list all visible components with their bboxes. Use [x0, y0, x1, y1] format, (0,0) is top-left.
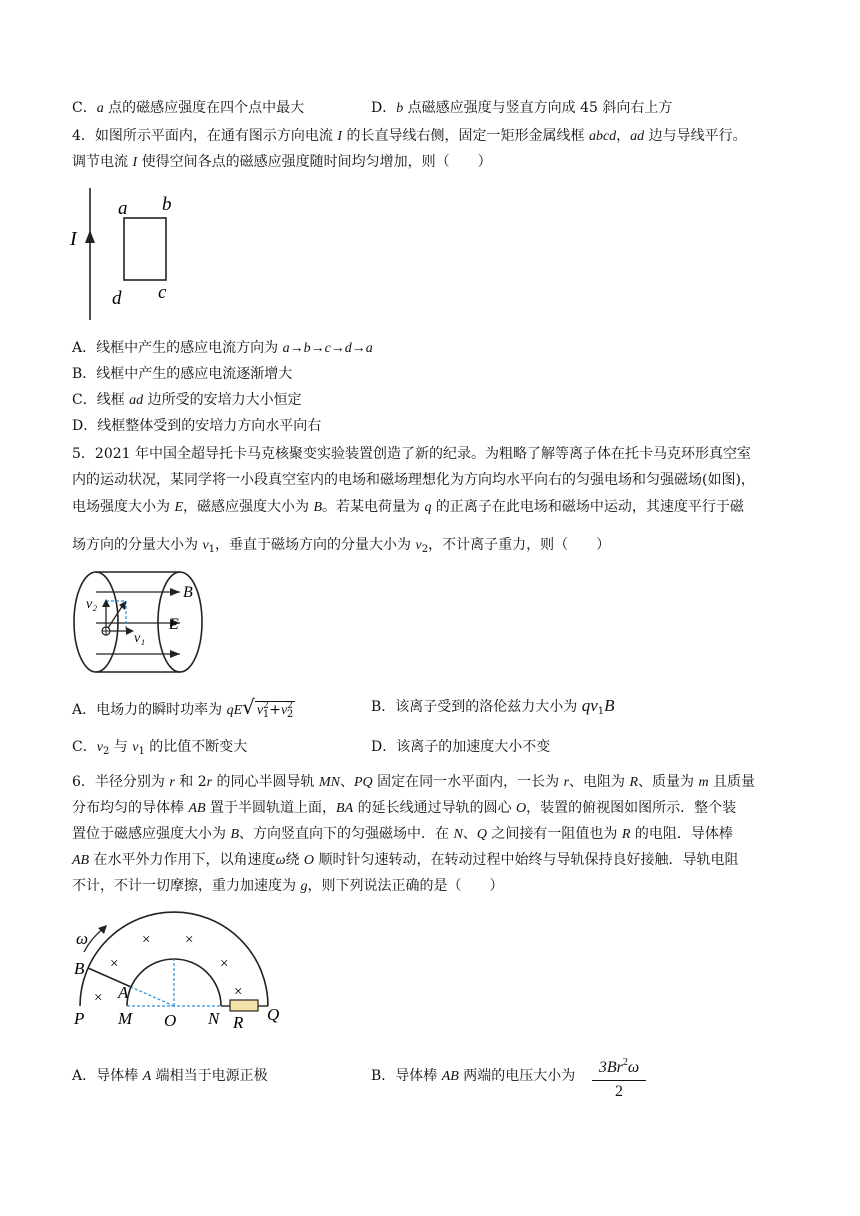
field-cross: ×: [142, 932, 151, 948]
q4-figure: [60, 180, 200, 325]
text: 电场强度大小为: [72, 499, 175, 515]
label-O: O: [164, 1011, 177, 1030]
option-text: 端相当于电源正极: [151, 1068, 268, 1084]
label-M: M: [118, 1009, 133, 1028]
subscript: 2: [421, 544, 429, 555]
option-text: 两端的电压大小为: [458, 1068, 576, 1084]
q5-stem-line-2: 内的运动状况，某同学将一小段真空室内的电场和磁场理想化为方向均水平向右的匀强电场和匀强磁场(如图)，: [72, 472, 755, 488]
field-cross: ×: [110, 956, 119, 972]
subscript: 2: [286, 709, 294, 720]
text: ，磁感应强度大小为: [183, 499, 314, 515]
variable: q: [581, 696, 591, 715]
text: 置位于磁感应强度大小为: [72, 826, 231, 842]
q4-stem-line-1: [72, 126, 747, 147]
field-cross: ×: [185, 932, 194, 948]
text: 不计，不计一切摩擦，重力加速度为: [72, 878, 301, 894]
variable: v: [280, 703, 288, 718]
variable: PQ: [353, 775, 373, 790]
fraction-denominator: 2: [615, 1083, 623, 1100]
variable: Q: [476, 827, 487, 842]
arrow: [170, 650, 180, 658]
variable: v: [96, 740, 103, 755]
text: 顺时针匀速转动，在转动过程中始终与导轨保持良好接触．导轨电阻: [314, 852, 739, 868]
label-Q: Q: [267, 1005, 280, 1024]
label-R: R: [233, 1013, 244, 1032]
q4-option-c: [72, 390, 302, 411]
text: ，垂直于磁场方向的分量大小为: [215, 537, 416, 553]
option-text: A．电场力的瞬时功率为: [72, 702, 227, 718]
option-text: B．该离子受到的洛伦兹力大小为: [371, 699, 582, 715]
field-cross: ×: [94, 990, 103, 1006]
variable: AB: [441, 1069, 459, 1084]
current-arrow: [85, 230, 95, 243]
text: 固定在同一水平面内，一长为: [372, 774, 564, 790]
variable: R: [621, 827, 631, 842]
resistor: [230, 1000, 258, 1011]
text: ，装置的俯视图如图所示．整个装: [526, 800, 737, 816]
text: 的延长线通过导轨的圆心: [353, 800, 517, 816]
velocity-arrow: [106, 605, 123, 631]
text: 的正离子在此电场和磁场中运动，其速度平行于磁: [431, 499, 744, 515]
q5-option-b: [371, 694, 615, 724]
label-c: c: [158, 282, 167, 303]
text: 且质量: [708, 774, 756, 790]
text: 6．半径分别为: [72, 774, 170, 790]
text: ，: [616, 128, 631, 144]
variable: I: [337, 129, 343, 144]
text: ，则下列说法正确的是（ ）: [307, 878, 504, 894]
q3-option-c: [72, 98, 304, 119]
variable: b: [396, 101, 404, 116]
variable: I: [132, 155, 138, 170]
text: 的同心半圆导轨: [212, 774, 319, 790]
arrow: [170, 588, 180, 596]
q6-stem-line-4: [72, 850, 738, 871]
q5-option-a: [72, 694, 295, 727]
variable: abcd: [588, 129, 617, 144]
variable: g: [300, 879, 308, 894]
variable: BA: [336, 801, 354, 816]
subscript: 1: [138, 746, 145, 757]
field-cross: ×: [220, 956, 229, 972]
arrow: [126, 627, 134, 635]
variable: B: [230, 827, 240, 842]
q4-option-d: D．线框整体受到的安培力方向水平向右: [72, 418, 322, 434]
subscript: 1: [597, 706, 605, 717]
q4-option-b: B．线框中产生的感应电流逐渐增大: [72, 366, 293, 382]
variable: r: [206, 775, 213, 790]
label-P: P: [74, 1009, 85, 1028]
q5-figure: [70, 570, 210, 680]
tube-right-end: [158, 572, 202, 672]
text: 、电阻为: [569, 774, 630, 790]
text: 。若某电荷量为: [322, 499, 425, 515]
variable: AB: [72, 853, 90, 868]
field-cross: ×: [234, 984, 243, 1000]
text: 和 2: [174, 774, 207, 790]
variable: q: [424, 500, 432, 515]
option-text: A．导体棒: [72, 1068, 143, 1084]
q6-option-b-fraction: [592, 1052, 646, 1103]
option-text: A．线框中产生的感应电流方向为: [72, 340, 283, 356]
text: 分布均匀的导体棒: [72, 800, 189, 816]
label-v2: v₂: [86, 597, 98, 612]
q6-stem-line-1: [72, 772, 755, 793]
variable: m: [698, 775, 709, 790]
subscript: 1: [262, 709, 270, 720]
text: ，不计离子重力，则（ ）: [428, 537, 611, 553]
q6-stem-line-2: [72, 798, 736, 819]
option-text: 的比值不断变大: [144, 739, 248, 755]
label-B: B: [74, 959, 85, 978]
superscript: 2: [287, 701, 293, 711]
arrow: [102, 599, 110, 607]
q5-option-d: D．该离子的加速度大小不变: [371, 739, 551, 755]
option-text: 点的磁感应强度在四个点中最大: [103, 100, 305, 116]
label-a: a: [118, 198, 128, 219]
option-label: C．: [72, 739, 97, 755]
q5-option-c: [72, 737, 247, 762]
q6-stem-line-3: [72, 824, 733, 845]
numerator-text: 3Br: [598, 1059, 623, 1076]
variable: v: [590, 696, 598, 715]
variable: ω: [275, 853, 286, 868]
option-text: C．线框: [72, 392, 130, 408]
variable: A: [142, 1069, 152, 1084]
omega: ω: [627, 1059, 640, 1076]
variable: ad: [129, 393, 144, 408]
text: 、: [462, 826, 477, 842]
variable: B: [604, 696, 615, 715]
dashed-radius: [131, 987, 174, 1006]
subscript: 1: [208, 544, 216, 555]
variable: r: [169, 775, 175, 790]
label-b: b: [162, 194, 172, 215]
q5-stem-line-3: [72, 497, 744, 518]
sqrt-sign: √: [242, 695, 255, 719]
label-I: I: [70, 228, 77, 250]
q6-option-a: [72, 1066, 268, 1087]
label-omega: ω: [76, 929, 89, 948]
variable: E: [174, 500, 184, 515]
text: 绕: [285, 852, 304, 868]
q5-stem-line-4: [72, 535, 610, 560]
variable: N: [453, 827, 463, 842]
variable: v: [415, 538, 422, 553]
label-N: N: [208, 1009, 220, 1028]
sqrt-body: $v^2_1+v^2_2$: [256, 701, 294, 720]
text: 、: [339, 774, 354, 790]
text: 置于半圆轨道上面，: [205, 800, 337, 816]
option-text: 边所受的安培力大小恒定: [143, 392, 302, 408]
label-A: A: [118, 983, 129, 1002]
variable: O: [516, 801, 527, 816]
text: 之间接有一阻值也为: [486, 826, 622, 842]
variable: v: [202, 538, 209, 553]
superscript: 2: [263, 701, 269, 711]
label-E: E: [169, 616, 179, 633]
text: 4．如图所示平面内，在通有图示方向电流: [72, 128, 338, 144]
text: 边与导线平行。: [644, 128, 747, 144]
q6-figure: [70, 910, 290, 1032]
superscript: 2: [622, 1057, 628, 1068]
text: 、质量为: [638, 774, 699, 790]
variable: v: [132, 740, 139, 755]
text: 与: [109, 739, 133, 755]
subscript: 2: [102, 746, 110, 757]
option-label: D．: [371, 100, 397, 116]
option-text: B．导体棒: [371, 1068, 442, 1084]
q6-option-b: [371, 1066, 575, 1087]
variable: a: [96, 101, 104, 116]
text: 的电阻．导体棒: [630, 826, 733, 842]
variable: qE: [226, 703, 243, 718]
q6-stem-line-5: [72, 876, 503, 897]
variable: v: [256, 703, 264, 718]
label-v1: v₁: [134, 631, 146, 646]
text: 在水平外力作用下，以角速度: [89, 852, 276, 868]
wire-frame: [124, 218, 166, 280]
option-label: C．: [72, 100, 97, 116]
text: 的长直导线右侧，固定一矩形金属线框: [342, 128, 589, 144]
variable: MN: [318, 775, 340, 790]
variable: R: [629, 775, 639, 790]
option-text: 点磁感应强度与竖直方向成 45 斜向右上方: [403, 100, 673, 116]
q4-stem-line-2: [72, 152, 492, 173]
variable: O: [303, 853, 315, 868]
label-B: B: [183, 584, 193, 601]
fraction-numerator: [592, 1052, 646, 1081]
text: 使得空间各点的磁感应强度随时间均匀增加，则（ ）: [137, 154, 492, 170]
variable: ad: [630, 129, 645, 144]
variable: B: [313, 500, 323, 515]
text: 调节电流: [72, 154, 133, 170]
label-d: d: [112, 288, 122, 309]
text: 场方向的分量大小为: [72, 537, 203, 553]
q4-option-a: [72, 338, 373, 359]
variable: a→b→c→d→a: [282, 341, 373, 356]
variable: AB: [188, 801, 206, 816]
text: 、方向竖直向下的匀强磁场中．在: [239, 826, 454, 842]
q3-option-d: [371, 98, 672, 119]
q5-stem-line-1: 5．2021 年中国全超导托卡马克核聚变实验装置创造了新的纪录。为粗略了解等离子体在托卡马克环形真空室: [72, 446, 751, 462]
variable: r: [563, 775, 570, 790]
